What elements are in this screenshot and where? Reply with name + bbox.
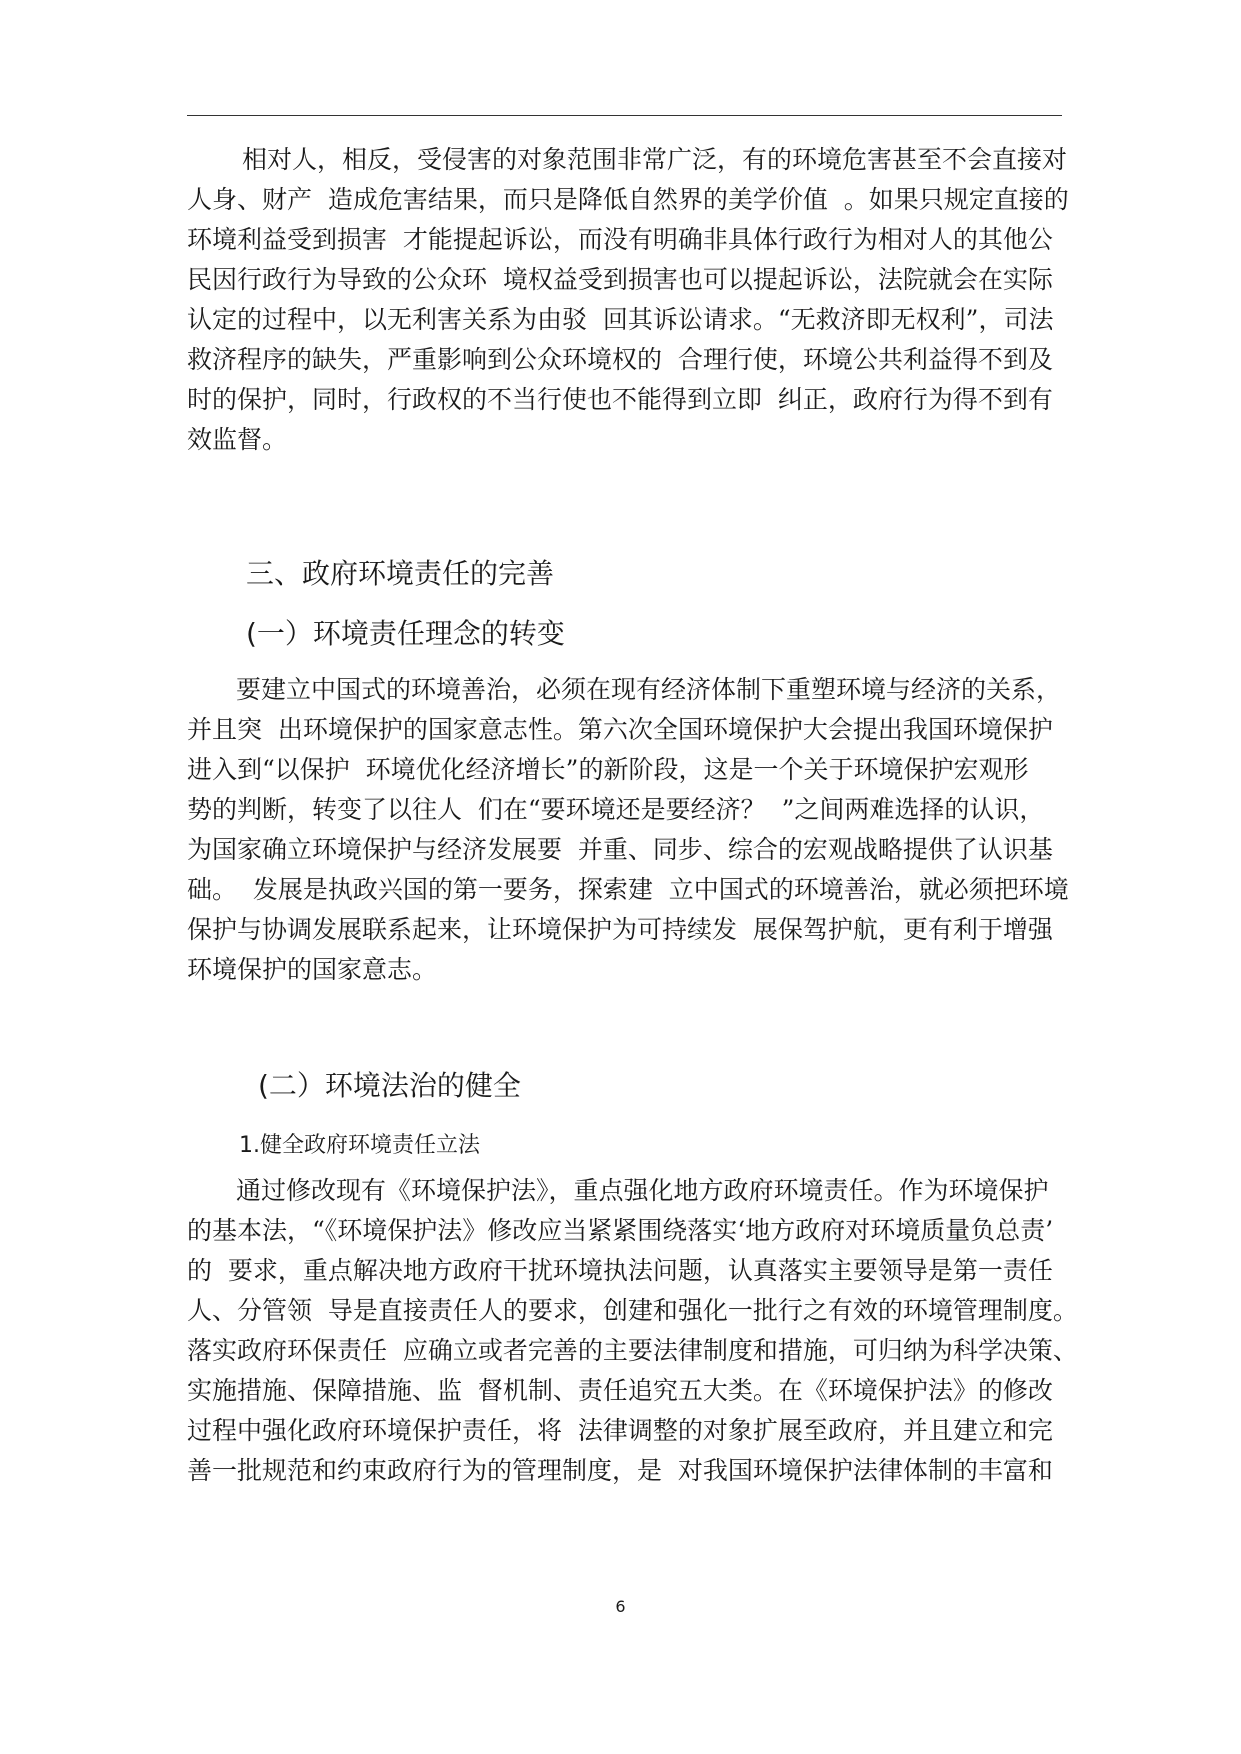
text-line: 善一批规范和约束政府行为的管理制度，是 对我国环境保护法律体制的丰富和: [187, 1456, 1053, 1485]
text-line: 实施措施、保障措施、监 督机制、责任追究五大类。在《环境保护法》的修改: [187, 1376, 1053, 1405]
text-line: 通过修改现有《环境保护法》，重点强化地方政府环境责任。作为环境保护: [236, 1176, 1049, 1205]
text-line: 并且突 出环境保护的国家意志性。第六次全国环境保护大会提出我国环境保护: [187, 715, 1053, 744]
text-line: 环境保护的国家意志。: [187, 955, 438, 984]
page-number: 6: [615, 1597, 626, 1616]
section-heading: 三、政府环境责任的完善: [246, 557, 555, 590]
text-line: 的 要求，重点解决地方政府干扰环境执法问题，认真落实主要领导是第一责任: [187, 1256, 1053, 1285]
text-line: 救济程序的缺失，严重影响到公众环境权的 合理行使，环境公共利益得不到及: [187, 345, 1053, 374]
header-rule: [187, 115, 1062, 116]
text-line: 础。 发展是执政兴国的第一要务，探索建 立中国式的环境善治，就必须把环境: [187, 875, 1069, 904]
text-line: 人身、财产 造成危害结果，而只是降低自然界的美学价值 。如果只规定直接的: [187, 185, 1069, 214]
text-line: 的基本法，“《环境保护法》修改应当紧紧围绕落实‘地方政府对环境质量负总责’: [187, 1216, 1054, 1245]
text-line: 相对人，相反，受侵害的对象范围非常广泛，有的环境危害甚至不会直接对: [242, 145, 1068, 174]
text-line: 过程中强化政府环境保护责任，将 法律调整的对象扩展至政府，并且建立和完: [187, 1416, 1053, 1445]
text-line: 效监督。: [187, 425, 288, 454]
text-line: 环境利益受到损害 才能提起诉讼，而没有明确非具体行政行为相对人的其他公: [187, 225, 1053, 254]
text-line: 人、分管领 导是直接责任人的要求，创建和强化一批行之有效的环境管理制度。: [187, 1296, 1078, 1325]
subsection-heading: (一）环境责任理念的转变: [246, 617, 565, 650]
text-line: 为国家确立环境保护与经济发展要 并重、同步、综合的宏观战略提供了认识基: [187, 835, 1053, 864]
text-line: 势的判断，转变了以往人 们在“要环境还是要经济？ ”之间两难选择的认识，: [187, 795, 1045, 824]
text-line: 要建立中国式的环境善治，必须在现有经济体制下重塑环境与经济的关系，: [236, 675, 1062, 704]
text-line: 落实政府环保责任 应确立或者完善的主要法律制度和措施，可归纳为科学决策、: [187, 1336, 1078, 1365]
text-line: 时的保护，同时，行政权的不当行使也不能得到立即 纠正，政府行为得不到有: [187, 385, 1053, 414]
item-heading: 1.健全政府环境责任立法: [239, 1133, 480, 1158]
subsection-heading: (二）环境法治的健全: [258, 1069, 521, 1102]
text-line: 民因行政行为导致的公众环 境权益受到损害也可以提起诉讼，法院就会在实际: [187, 265, 1053, 294]
text-line: 认定的过程中，以无利害关系为由驳 回其诉讼请求。“无救济即无权利”，司法: [187, 305, 1054, 334]
text-line: 保护与协调发展联系起来，让环境保护为可持续发 展保驾护航，更有利于增强: [187, 915, 1053, 944]
text-line: 进入到“以保护 环境优化经济增长”的新阶段，这是一个关于环境保护宏观形: [187, 755, 1029, 784]
